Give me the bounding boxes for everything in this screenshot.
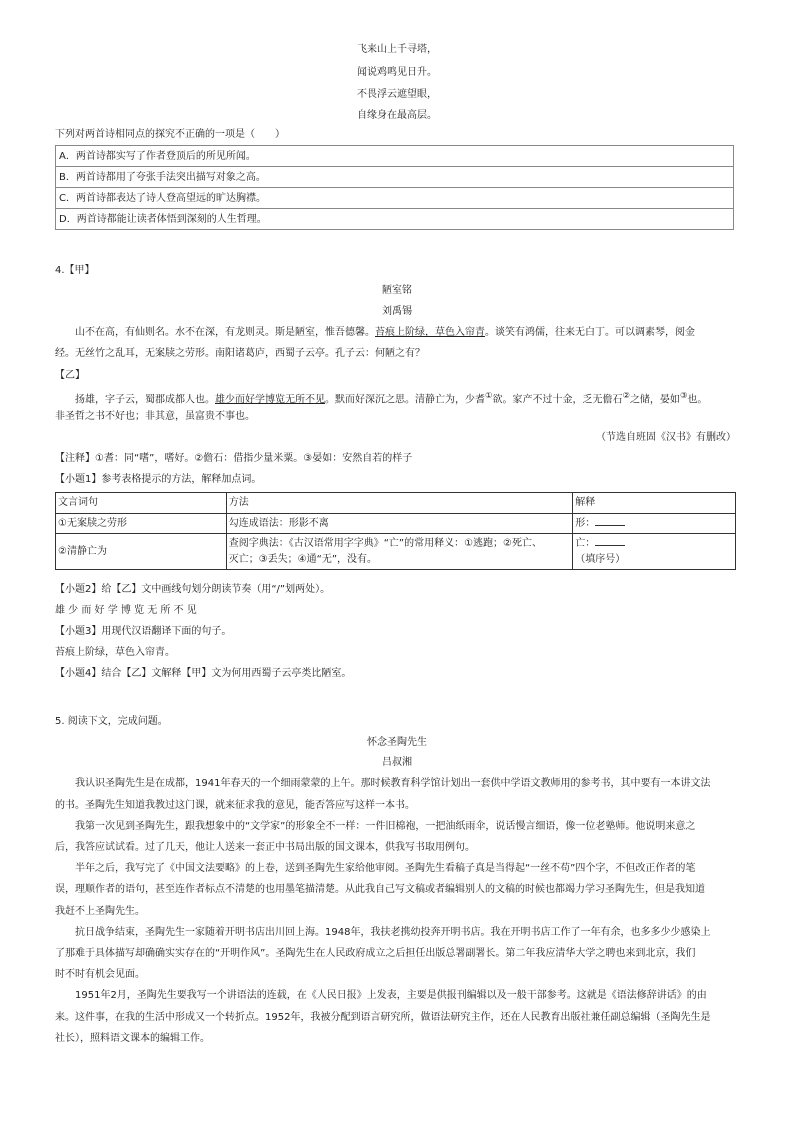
answer-label: 形：: [575, 517, 596, 529]
yi-text: 。默而好深沉之思。清静亡为，少耆: [325, 394, 485, 406]
subq-3-sentence: 苔痕上阶绿，草色入帘青。: [55, 647, 175, 658]
q5-author: 吕叔湘: [382, 757, 412, 768]
vocab-table: [55, 492, 736, 570]
yi-line-1: [75, 390, 707, 406]
q4-author: 刘禹锡: [382, 306, 412, 317]
q5-line: 来。这件事，在我的生活中形成又一个转折点。1952年，我被分配到语言研究所，做语法研究主作，还在人民教育出版社兼任副总编辑（圣陶先生是: [55, 1012, 711, 1023]
q5-head: 5. 阅读下文，完成问题。: [55, 716, 168, 727]
poem-line-3: 不畏浮云遮望眼，: [357, 89, 437, 100]
q3-option-a[interactable]: A．两首诗都实写了作者登顶后的所见所闻。: [55, 145, 734, 167]
method-line: 灭亡；③丢失；④通“无”，没有。: [228, 553, 378, 565]
table-header: 文言词句: [56, 493, 227, 514]
method-line: 查阅字典法：《古汉语常用字字典》“亡”的常用释义：①逃跑；②死亡、: [228, 538, 543, 549]
table-cell-word: ①无案牍之劳形: [56, 513, 227, 534]
yi-text: 也。: [687, 394, 708, 406]
table-cell-answer: [573, 513, 736, 534]
q5-line: 时不时有机会见面。: [55, 969, 145, 980]
annotation: 【注释】①耆：同“嗜”，嗜好。②儋石：借指少量米粟。③晏如：安然自若的样子: [55, 453, 413, 464]
table-row: [56, 534, 736, 570]
q3-option-c[interactable]: C．两首诗都表达了诗人登高望远的旷达胸襟。: [55, 187, 734, 209]
table-header-row: [56, 493, 736, 514]
yi-head: 【乙】: [55, 370, 85, 381]
answer-label: 亡：: [575, 538, 596, 549]
subq-2-sentence: 雄 少 而 好 学 博 览 无 所 不 见: [55, 605, 197, 616]
subq-4: 【小题4】结合【乙】文解释【甲】文为何用西蜀子云亭类比陋室。: [55, 668, 352, 679]
subq-3: 【小题3】用现代汉语翻译下面的句子。: [55, 626, 232, 637]
yi-underlined-sentence: 雄少而好学博览无所不见: [215, 394, 325, 406]
poem-line-4: 自缘身在最高层。: [357, 110, 437, 121]
table-header: 方法: [226, 493, 572, 514]
q5-line: 半年之后，我写完了《中国文法要略》的上卷，送到圣陶先生家给他审阅。圣陶先生看稿子真是当得起“一丝不苟”四个字，不但改正作者的笔: [75, 863, 696, 874]
q5-line: 1951年2月，圣陶先生要我写一个讲语法的连载，在《人民日报》上发表，主要是供报刊编辑以及一般干部参考。这就是《语法修辞讲话》的由: [75, 990, 707, 1001]
q5-line: 社长），照料语文课本的编辑工作。: [55, 1033, 210, 1044]
q5-line: 我认识圣陶先生是在成都，1941年春天的一个细雨蒙蒙的上午。那时候教育科学馆计划出一套供中学语文教师用的参考书，其中要有一本讲文法: [75, 778, 711, 789]
poem-line-1: 飞来山上千寻塔，: [357, 44, 437, 55]
yi-text: 扬雄，字子云，蜀郡成都人也。: [75, 394, 215, 406]
table-cell-method: 勾连成语法：形影不离: [226, 513, 572, 534]
yi-line-2: 非圣哲之书不好也；非其意，虽富贵不事也。: [55, 411, 255, 422]
subq-2: 【小题2】给【乙】文中画线句划分朗读节奏（用“/”划两处）。: [55, 584, 331, 595]
jia-underlined-sentence: 苔痕上阶绿，草色入帘青: [375, 327, 485, 338]
yi-text: 欲。家产不过十金，乏无儋石: [492, 394, 623, 406]
jia-text: 。谈笑有鸿儒，往来无白丁。可以调素琴，阅金: [485, 327, 695, 338]
q5-line: 我赶不上圣陶先生。: [55, 906, 145, 917]
q4-title: 陋室铭: [382, 285, 412, 296]
q3-option-d[interactable]: D．两首诗都能让读者体悟到深刻的人生哲理。: [55, 208, 734, 230]
table-cell-method: [226, 534, 572, 570]
jia-line-2: 经。无丝竹之乱耳，无案牍之劳形。南阳诸葛庐，西蜀子云亭。孔子云：何陋之有？: [55, 348, 425, 359]
q4-head: 4.【甲】: [55, 265, 95, 276]
answer-blank[interactable]: [595, 536, 625, 546]
answer-hint: （填序号）: [575, 553, 626, 565]
note-mark-3: ③: [679, 390, 688, 400]
q5-title: 怀念圣陶先生: [367, 737, 427, 748]
table-cell-word: ②清静亡为: [56, 534, 227, 570]
note-mark-2: ②: [622, 390, 630, 400]
table-header: 解释: [573, 493, 736, 514]
q5-line: 我第一次见到圣陶先生，跟我想象中的“文学家”的形象全不一样：一件旧棉袍，一把油纸雨伞，说话慢言细语，像一位老塾师。他说明来意之: [75, 821, 696, 832]
table-row: [56, 513, 736, 534]
jia-line-1: [75, 327, 695, 339]
source-note: （节选自班固《汉书》有删改）: [596, 432, 736, 443]
q3-stem: 下列对两首诗相同点的探究不正确的一项是（ ）: [55, 129, 285, 140]
q5-line: 抗日战争结束，圣陶先生一家随着开明书店出川回上海。1948年，我扶老携幼投奔开明书店。我在开明书店工作了一年有余，也多多少少感染上: [75, 927, 711, 938]
note-mark-1: ①: [485, 390, 493, 400]
jia-text: 山不在高，有仙则名。水不在深，有龙则灵。斯是陋室，惟吾德馨。: [75, 327, 375, 338]
q5-line: 了那难于具体描写却确确实实存在的“开明作风”。圣陶先生在人民政府成立之后担任出版总署副署长。第二年我应清华大学之聘也来到北京，我们: [55, 948, 696, 959]
q3-option-b[interactable]: B．两首诗都用了夸张手法突出描写对象之高。: [55, 166, 734, 188]
poem-line-2: 闻说鸡鸣见日升。: [357, 67, 437, 78]
answer-blank[interactable]: [595, 516, 625, 526]
q5-line: 误，理顺作者的语句，甚至连作者标点不清楚的也用墨笔描清楚。从此我自己写文稿或者编辑别人的文稿的时候也都竭力学习圣陶先生，但是我知道: [55, 884, 705, 895]
table-cell-answer: [573, 534, 736, 570]
q5-line: 后，我答应试试看。过了几天，他让人送来一套正中书局出版的国文课本，供我写书取用例句。: [55, 842, 475, 853]
yi-text: 之储，晏如: [629, 394, 680, 406]
q5-line: 的书。圣陶先生知道我教过这门课，就来征求我的意见，能否答应写这样一本书。: [55, 800, 415, 811]
subq-1: 【小题1】参考表格提示的方法，解释加点词。: [55, 474, 262, 485]
